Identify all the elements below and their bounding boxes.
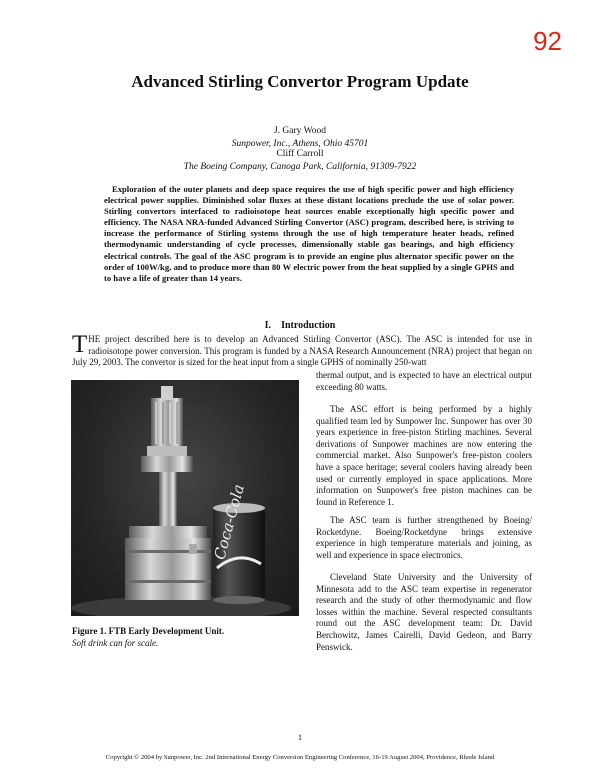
copyright-notice: Copyright © 2004 by Sunpower, Inc. 2nd International Energy Conversion Engineering Conference, 16-19 August 2004, Providence, Rhode Island	[105, 754, 495, 761]
body-paragraph-2	[316, 515, 532, 561]
alternator-housing	[125, 538, 211, 600]
body-paragraph-1	[316, 404, 532, 508]
author-affiliation: Sunpower, Inc., Athens, Ohio 45701	[231, 139, 369, 149]
author-block-2	[0, 148, 600, 174]
figure-caption	[72, 625, 302, 649]
intro-text: HE project described here is to develop an Advanced Stirling Convertor (ASC). The ASC is intended for use in radioisotope power conversion. This program is funded by a NASA Research Announcement (NRA) project that began on July 29, 2003. The convertor is sized for the heat input from a single GPHS of nominally 250-watt	[72, 334, 532, 368]
section-title: Introduction	[281, 320, 336, 331]
paragraph-text: Cleveland State University and the University of Minnesota add to the ASC team expertise in regenerator research and the study of other thermodynamic and flow losses within the machine. Several respected consultants round out the ASC development team: Dr. David Berchowitz, James Cairelli, David Gedeon, and Barry Penswick.	[316, 572, 532, 652]
drop-cap: T	[72, 331, 88, 358]
figure-caption-title: Figure 1. FTB Early Development Unit.	[72, 626, 225, 636]
section-heading	[0, 320, 600, 331]
abstract: Exploration of the outer planets and deep space requires the use of high specific power and high efficiency electrical power supplies. Diminished solar fluxes at these distant locations preclude the use of solar power. Stirling convertors interfaced to radioisotope heat sources enable exceptionally high specific power and efficiency. The NASA NRA-funded Advanced Stirling Convertor (ASC) program, described here, is striving to increase the performance of Stirling systems through the use of high temperature heater heads, refined thermodynamic understanding of cycle processes, dimensionally stable gas bearings, and high efficiency electrical controls. The goal of the ASC program is to provide an engine plus alternator specific power on the order of 100W/kg, and to produce more than 80 W electric power from the heat supplied by a single GPHS and to have a life of greater than 14 years.	[104, 184, 514, 283]
figure-photo	[71, 380, 299, 616]
stirling-convertor-photo	[71, 380, 299, 616]
heater-head	[147, 386, 187, 456]
author-name: J. Gary Wood	[273, 126, 327, 136]
figure-caption-subtitle: Soft drink can for scale.	[72, 638, 159, 648]
body-paragraph-3	[316, 572, 532, 653]
intro-continuation	[316, 370, 532, 393]
author-name: Cliff Carroll	[276, 149, 324, 159]
footer-page-number: 1	[297, 732, 303, 742]
paragraph-text: The ASC team is further strengthened by Boeing/ Rocketdyne. Boeing/Rocketdyne brings extensive experience in high temperature materials and joining, as well and experience in space electronics.	[316, 515, 532, 560]
soda-can	[211, 482, 265, 604]
intro-continuation-text: thermal output, and is expected to have an electrical output exceeding 80 watts.	[316, 370, 532, 392]
paragraph-text: The ASC effort is being performed by a highly qualified team led by Sunpower Inc. Sunpower has over 30 years experience in free-piston Stirling machines. Several derivations of Sunpower machines are now entering the commercial market. Also Sunpower's free-piston coolers have a space heritage; several coolers having already been used or currently employed in space applications. More information on Sunpower's free piston machines can be found in Reference 1.	[316, 404, 532, 507]
page-number-red: 92	[533, 26, 562, 56]
author-affiliation: The Boeing Company, Canoga Park, California, 91309-7922	[183, 162, 417, 172]
paper-title: Advanced Stirling Convertor Program Update	[131, 72, 469, 91]
section-number: I.	[264, 320, 272, 331]
can-label: Coca-Cola	[210, 482, 248, 562]
intro-paragraph	[72, 331, 532, 369]
